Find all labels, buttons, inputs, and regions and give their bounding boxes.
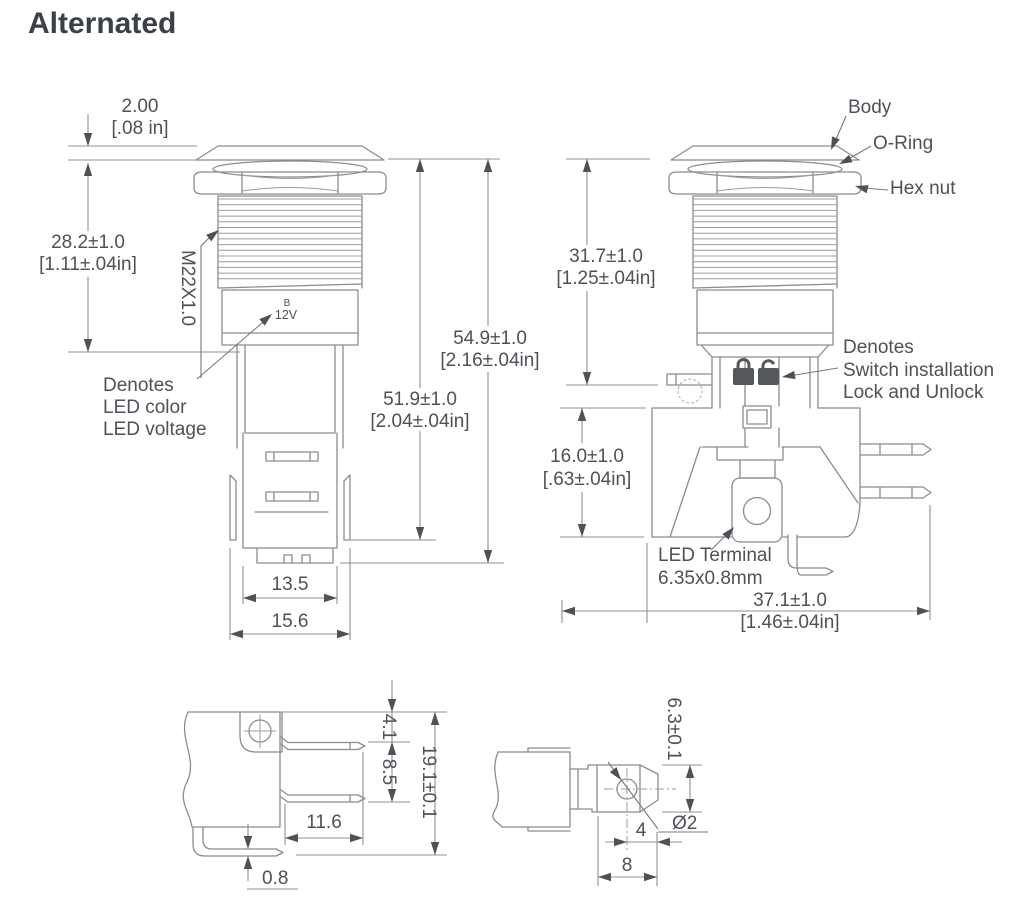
label-oring: O-Ring	[873, 133, 934, 154]
dim-pin-thickness: 0.8	[262, 868, 289, 889]
dim-cap-height-in: [.08 in]	[111, 118, 169, 139]
led-note-line3: LED voltage	[103, 419, 207, 440]
dim-length-body-mm: 51.9±1.0	[383, 389, 457, 410]
dim-hole-offset: 4	[635, 820, 647, 841]
dim-length-body-in: [2.04±.04in]	[370, 411, 470, 432]
dim-lower-mm: 16.0±1.0	[550, 446, 624, 467]
dim-width-mm: 37.1±1.0	[753, 590, 827, 611]
led-mark-color: B	[283, 298, 291, 309]
dim-pin-length: 11.6	[306, 812, 342, 833]
terminal-side-body	[183, 712, 365, 856]
lock-note-line2: Switch installation	[843, 360, 995, 381]
dim-panel-in: [1.11±.04in]	[39, 254, 137, 275]
lock-icons	[733, 360, 779, 385]
dim-hole-dia: Ø2	[672, 813, 698, 834]
dim-outer-width: 15.6	[271, 611, 309, 632]
dim-inner-width: 13.5	[271, 574, 309, 595]
dim-panel-mm: 28.2±1.0	[51, 232, 125, 253]
thread-spec-label: M22X1.0	[177, 249, 198, 327]
terminal-side-view	[183, 680, 447, 889]
terminal-end-view	[493, 697, 708, 886]
dim-total-height: 19.1±0.1	[418, 745, 439, 819]
lock-note-line1: Denotes	[843, 337, 914, 358]
led-note-line2: LED color	[103, 397, 187, 418]
dim-terminal-width: 8	[621, 855, 633, 876]
lock-note-line3: Lock and Unlock	[843, 382, 984, 403]
dim-pin1-offset: 4.1	[378, 713, 399, 741]
dim-terminal-height: 6.3±0.1	[663, 697, 684, 761]
led-note-line1: Denotes	[103, 375, 174, 396]
dim-upper-in: [1.25±.04in]	[556, 268, 656, 289]
lock-closed-icon	[733, 368, 754, 385]
front-view	[194, 146, 386, 563]
led-terminal-line2: 6.35x0.8mm	[658, 568, 763, 589]
dim-length-total-in: [2.16±.04in]	[440, 350, 540, 371]
dim-pin-spacing: 8.5	[378, 758, 399, 786]
label-body: Body	[848, 97, 892, 118]
dim-cap-height-mm: 2.00	[121, 96, 159, 117]
dim-width-in: [1.46±.04in]	[740, 612, 840, 633]
dim-lower-in: [.63±.04in]	[542, 469, 632, 490]
page-title: Alternated	[28, 7, 177, 40]
dim-length-total-mm: 54.9±1.0	[453, 328, 527, 349]
led-mark-voltage: 12V	[274, 308, 298, 322]
lock-open-icon	[758, 368, 779, 385]
label-hexnut: Hex nut	[890, 178, 956, 199]
led-terminal-line1: LED Terminal	[658, 545, 772, 566]
terminal-end-dimensions	[598, 697, 708, 886]
front-view-housing	[230, 345, 350, 563]
dim-upper-mm: 31.7±1.0	[569, 246, 643, 267]
